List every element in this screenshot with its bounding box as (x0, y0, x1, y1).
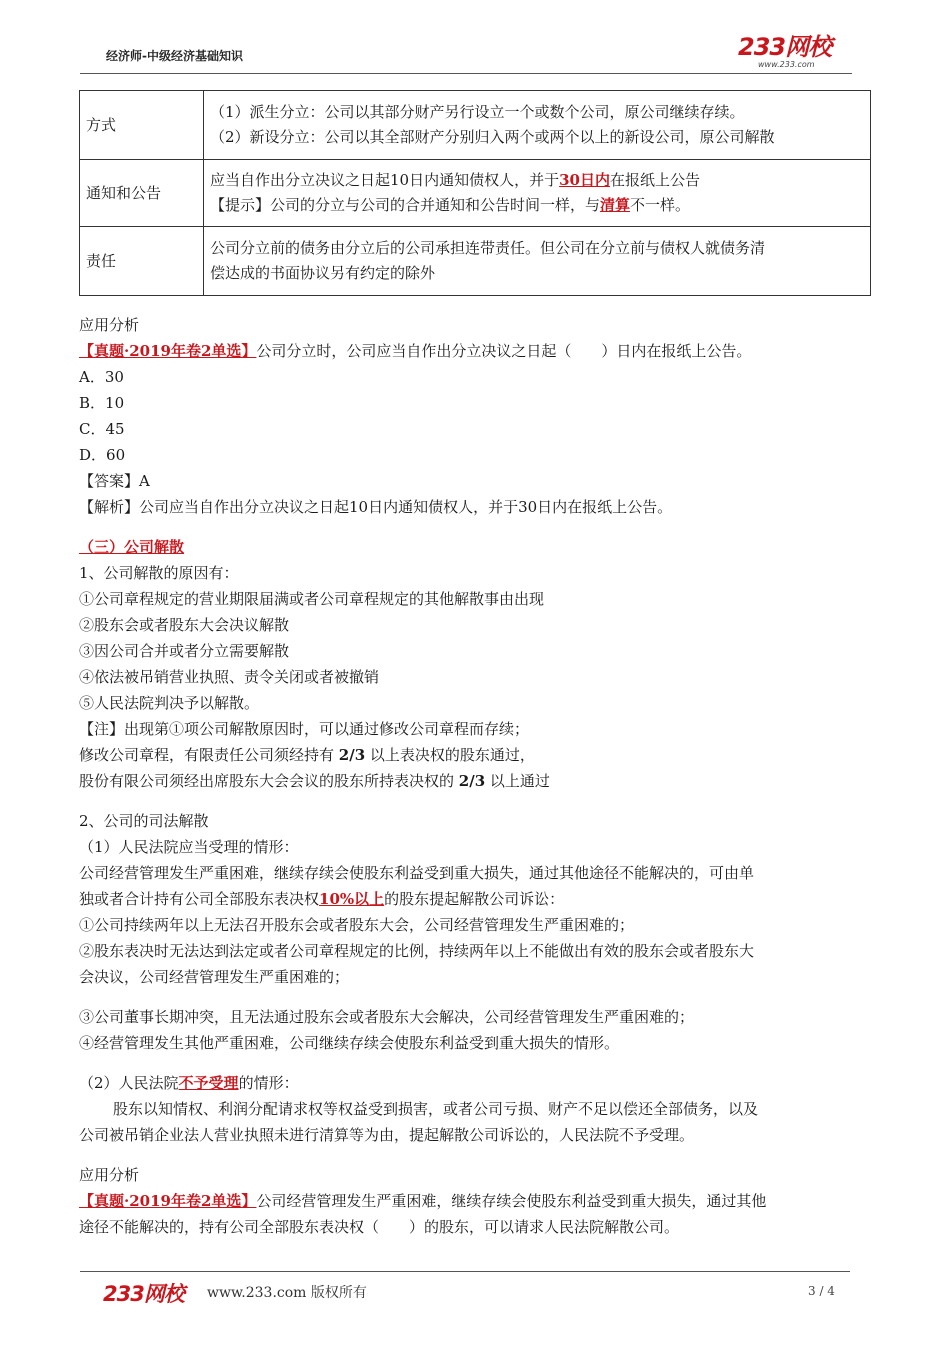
exam-tag: 【真题·2019年卷2单选】 (79, 342, 257, 360)
table-row (80, 227, 871, 296)
accept-intro: 独或者合计持有公司全部股东表决权10%以上的股东提起解散公司诉讼： (79, 890, 565, 908)
list-item: ③因公司合并或者分立需要解散 (79, 642, 290, 660)
table-row-content (204, 160, 871, 227)
list-item: ②股东会或者股东大会决议解散 (79, 616, 290, 634)
highlight-10-percent: 10%以上 (319, 890, 385, 908)
note-line: 股份有限公司须经出席股东大会会议的股东所持表决权的 2/3 以上通过 (79, 772, 550, 790)
highlight-not-accepted: 不予受理 (178, 1074, 239, 1092)
q1-answer: 【答案】A (79, 472, 150, 490)
table-row-content (204, 227, 871, 296)
brand-logo[interactable] (738, 34, 850, 74)
exam-tag: 【真题·2019年卷2单选】 (79, 1192, 257, 1210)
section-title: （三）公司解散 (79, 538, 185, 556)
table-row (80, 160, 871, 227)
table-line: 应当自作出分立决议之日起10日内通知债权人，并于30日内在报纸上公告 (210, 171, 700, 189)
reject-text: 公司被吊销企业法人营业执照未进行清算等为由，提起解散公司诉讼的，人民法院不予受理。 (79, 1126, 695, 1144)
list-item: ①公司章程规定的营业期限届满或者公司章程规定的其他解散事由出现 (79, 590, 545, 608)
q1-analysis: 【解析】公司应当自作出分立决议之日起10日内通知债权人，并于30日内在报纸上公告。 (79, 498, 673, 516)
reject-text: 股东以知情权、利润分配请求权等权益受到损害，或者公司亏损、财产不足以偿还全部债务，以及 (113, 1100, 759, 1118)
q2-stem: 途径不能解决的，持有公司全部股东表决权（ ）的股东，可以请求人民法院解散公司。 (79, 1218, 680, 1236)
table-line: 【提示】公司的分立与公司的合并通知和公告时间一样，与清算不一样。 (210, 196, 691, 214)
reject-heading: （2）人民法院不予受理的情形： (79, 1074, 299, 1092)
list-item: ②股东表决时无法达到法定或者公司章程规定的比例，持续两年以上不能做出有效的股东会或者股东大 (79, 942, 755, 960)
header-title: 经济师-中级经济基础知识 (106, 49, 243, 63)
q1-stem: 【真题·2019年卷2单选】公司分立时，公司应当自作出分立决议之日起（ ）日内在报纸上公告。 (79, 342, 752, 360)
table-row-content (204, 91, 871, 160)
option-d: D．60 (79, 446, 126, 464)
table-row-label: 通知和公告 (80, 160, 204, 227)
list-item: ①公司持续两年以上无法召开股东会或者股东大会，公司经营管理发生严重困难的； (79, 916, 635, 934)
split-table (79, 90, 871, 296)
reasons-heading: 1、公司解散的原因有： (79, 564, 239, 582)
option-b: B．10 (79, 394, 125, 412)
page-number: 3 / 4 (808, 1284, 835, 1298)
table-line: （1）派生分立：公司以其部分财产另行设立一个或数个公司，原公司继续存续。 (210, 103, 745, 121)
judicial-heading: 2、公司的司法解散 (79, 812, 209, 830)
header-divider (80, 73, 852, 74)
list-item: ④经营管理发生其他严重困难，公司继续存续会使股东利益受到重大损失的情形。 (79, 1034, 620, 1052)
option-a: A．30 (79, 368, 124, 386)
footer-copyright: www.233.com 版权所有 (207, 1285, 367, 1301)
list-item: ⑤人民法院判决予以解散。 (79, 694, 260, 712)
option-c: C．45 (79, 420, 125, 438)
table-line: 公司分立前的债务由分立后的公司承担连带责任。但公司在分立前与债权人就债务清 (210, 239, 766, 257)
logo-text: 233网校 (738, 33, 832, 61)
q1-heading: 应用分析 (79, 316, 140, 334)
list-item: 会决议，公司经营管理发生严重困难的； (79, 968, 350, 986)
table-line: 偿达成的书面协议另有约定的除外 (210, 264, 436, 282)
highlight-liquidation: 清算 (600, 196, 631, 214)
note-line: 【注】出现第①项公司解散原因时，可以通过修改公司章程而存续； (79, 720, 530, 738)
note-line: 修改公司章程，有限责任公司须经持有 2/3 以上表决权的股东通过， (79, 746, 535, 764)
logo-url: www.233.com (758, 60, 815, 69)
q2-stem: 【真题·2019年卷2单选】公司经营管理发生严重困难，继续存续会使股东利益受到重大损失，通过其他 (79, 1192, 767, 1210)
list-item: ④依法被吊销营业执照、责令关闭或者被撤销 (79, 668, 380, 686)
highlight-30-days: 30日内 (559, 171, 610, 189)
accept-intro: 公司经营管理发生严重困难，继续存续会使股东利益受到重大损失，通过其他途径不能解决的，可由单 (79, 864, 755, 882)
table-row-label: 方式 (80, 91, 204, 160)
table-row (80, 91, 871, 160)
q2-heading: 应用分析 (79, 1166, 140, 1184)
table-line: （2）新设分立：公司以其全部财产分别归入两个或两个以上的新设公司，原公司解散 (210, 128, 775, 146)
table-row-label: 责任 (80, 227, 204, 296)
main-content (79, 312, 871, 1240)
accept-heading: （1）人民法院应当受理的情形： (79, 838, 299, 856)
footer-logo[interactable]: 233网校 (103, 1282, 184, 1306)
footer-divider (80, 1271, 850, 1272)
list-item: ③公司董事长期冲突，且无法通过股东会或者股东大会解决，公司经营管理发生严重困难的； (79, 1008, 695, 1026)
